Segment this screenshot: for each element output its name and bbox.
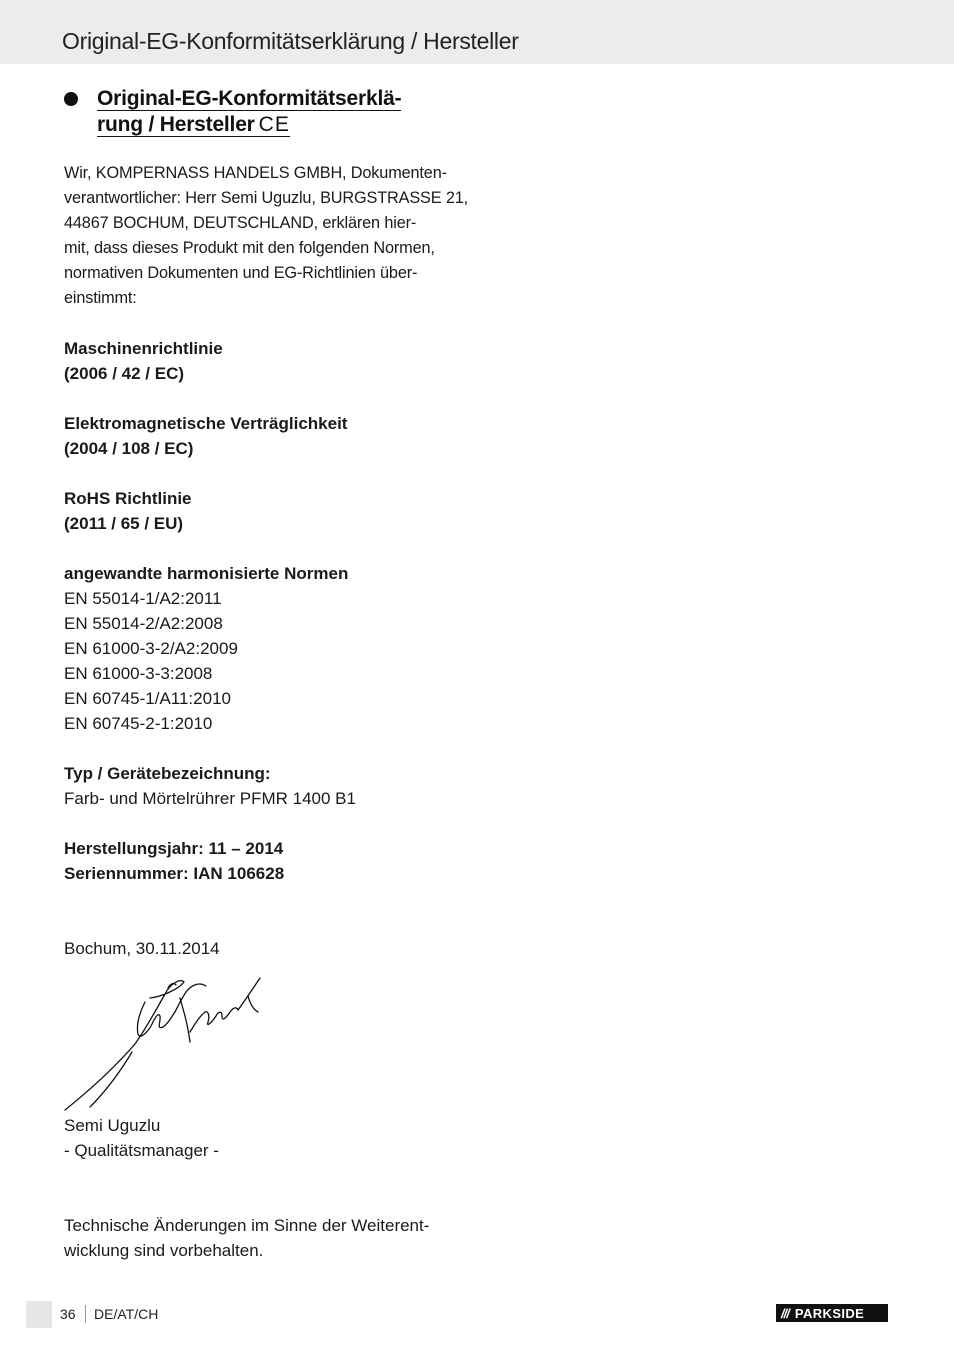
section-title-line2: rung / Hersteller — [97, 113, 255, 136]
place-date: Bochum, 30.11.2014 — [64, 939, 220, 958]
intro-line: normativen Dokumenten und EG-Richtlinien über- — [64, 264, 418, 282]
section-heading — [64, 86, 484, 138]
standard-item: EN 60745-2-1:2010 — [64, 714, 213, 733]
intro-line: 44867 BOCHUM, DEUTSCHLAND, erklären hier- — [64, 214, 417, 232]
directive-name: RoHS Richtlinie — [64, 489, 192, 508]
standards-heading: angewandte harmonisierte Normen — [64, 564, 349, 583]
intro-paragraph — [64, 161, 469, 311]
standard-item: EN 55014-2/A2:2008 — [64, 614, 223, 633]
note-line: Technische Änderungen im Sinne der Weiterent- — [64, 1216, 430, 1235]
device-heading: Typ / Gerätebezeichnung: — [64, 764, 271, 783]
section-title — [97, 86, 484, 138]
intro-line: einstimmt: — [64, 289, 137, 307]
directive-name: Maschinenrichtlinie — [64, 339, 223, 358]
directive-code: (2006 / 42 / EC) — [64, 364, 185, 383]
page-header-title: Original-EG-Konformitätserklärung / Hersteller — [62, 28, 519, 54]
page-number: 36 — [60, 1306, 76, 1322]
directive-name: Elektromagnetische Verträglichkeit — [64, 414, 348, 433]
standard-item: EN 61000-3-2/A2:2009 — [64, 639, 238, 658]
device-value: Farb- und Mörtelrührer PFMR 1400 B1 — [64, 789, 356, 808]
signer-role: - Qualitätsmanager - — [64, 1141, 219, 1160]
standard-item: EN 55014-1/A2:2011 — [64, 589, 222, 608]
parkside-logo — [776, 1304, 888, 1322]
technical-note — [64, 1213, 469, 1263]
signer-block — [64, 1113, 219, 1163]
declaration-body — [64, 161, 469, 961]
section-title-line1: Original-EG-Konformitätserklä- — [97, 87, 402, 110]
intro-line: verantwortlicher: Herr Semi Uguzlu, BURGSTRASSE 21, — [64, 189, 469, 207]
standard-item: EN 60745-1/A11:2010 — [64, 689, 231, 708]
intro-line: mit, dass dieses Produkt mit den folgenden Normen, — [64, 239, 435, 257]
logo-slashes: /// — [781, 1305, 789, 1321]
note-line: wicklung sind vorbehalten. — [64, 1241, 264, 1260]
directive-code: (2004 / 108 / EC) — [64, 439, 194, 458]
directive-code: (2011 / 65 / EU) — [64, 514, 184, 533]
language-codes: DE/AT/CH — [94, 1306, 159, 1322]
footer-divider — [85, 1305, 86, 1323]
production-year: Herstellungsjahr: 11 – 2014 — [64, 839, 284, 858]
footer-page-marker — [26, 1301, 52, 1328]
bullet-icon — [64, 92, 78, 106]
intro-line: Wir, KOMPERNASS HANDELS GMBH, Dokumenten- — [64, 164, 447, 182]
signature-image — [60, 972, 270, 1117]
serial-number: Seriennummer: IAN 106628 — [64, 864, 285, 883]
logo-text: PARKSIDE — [794, 1305, 865, 1321]
standard-item: EN 61000-3-3:2008 — [64, 664, 213, 683]
ce-mark-icon: CE — [258, 113, 290, 136]
signer-name: Semi Uguzlu — [64, 1116, 161, 1135]
